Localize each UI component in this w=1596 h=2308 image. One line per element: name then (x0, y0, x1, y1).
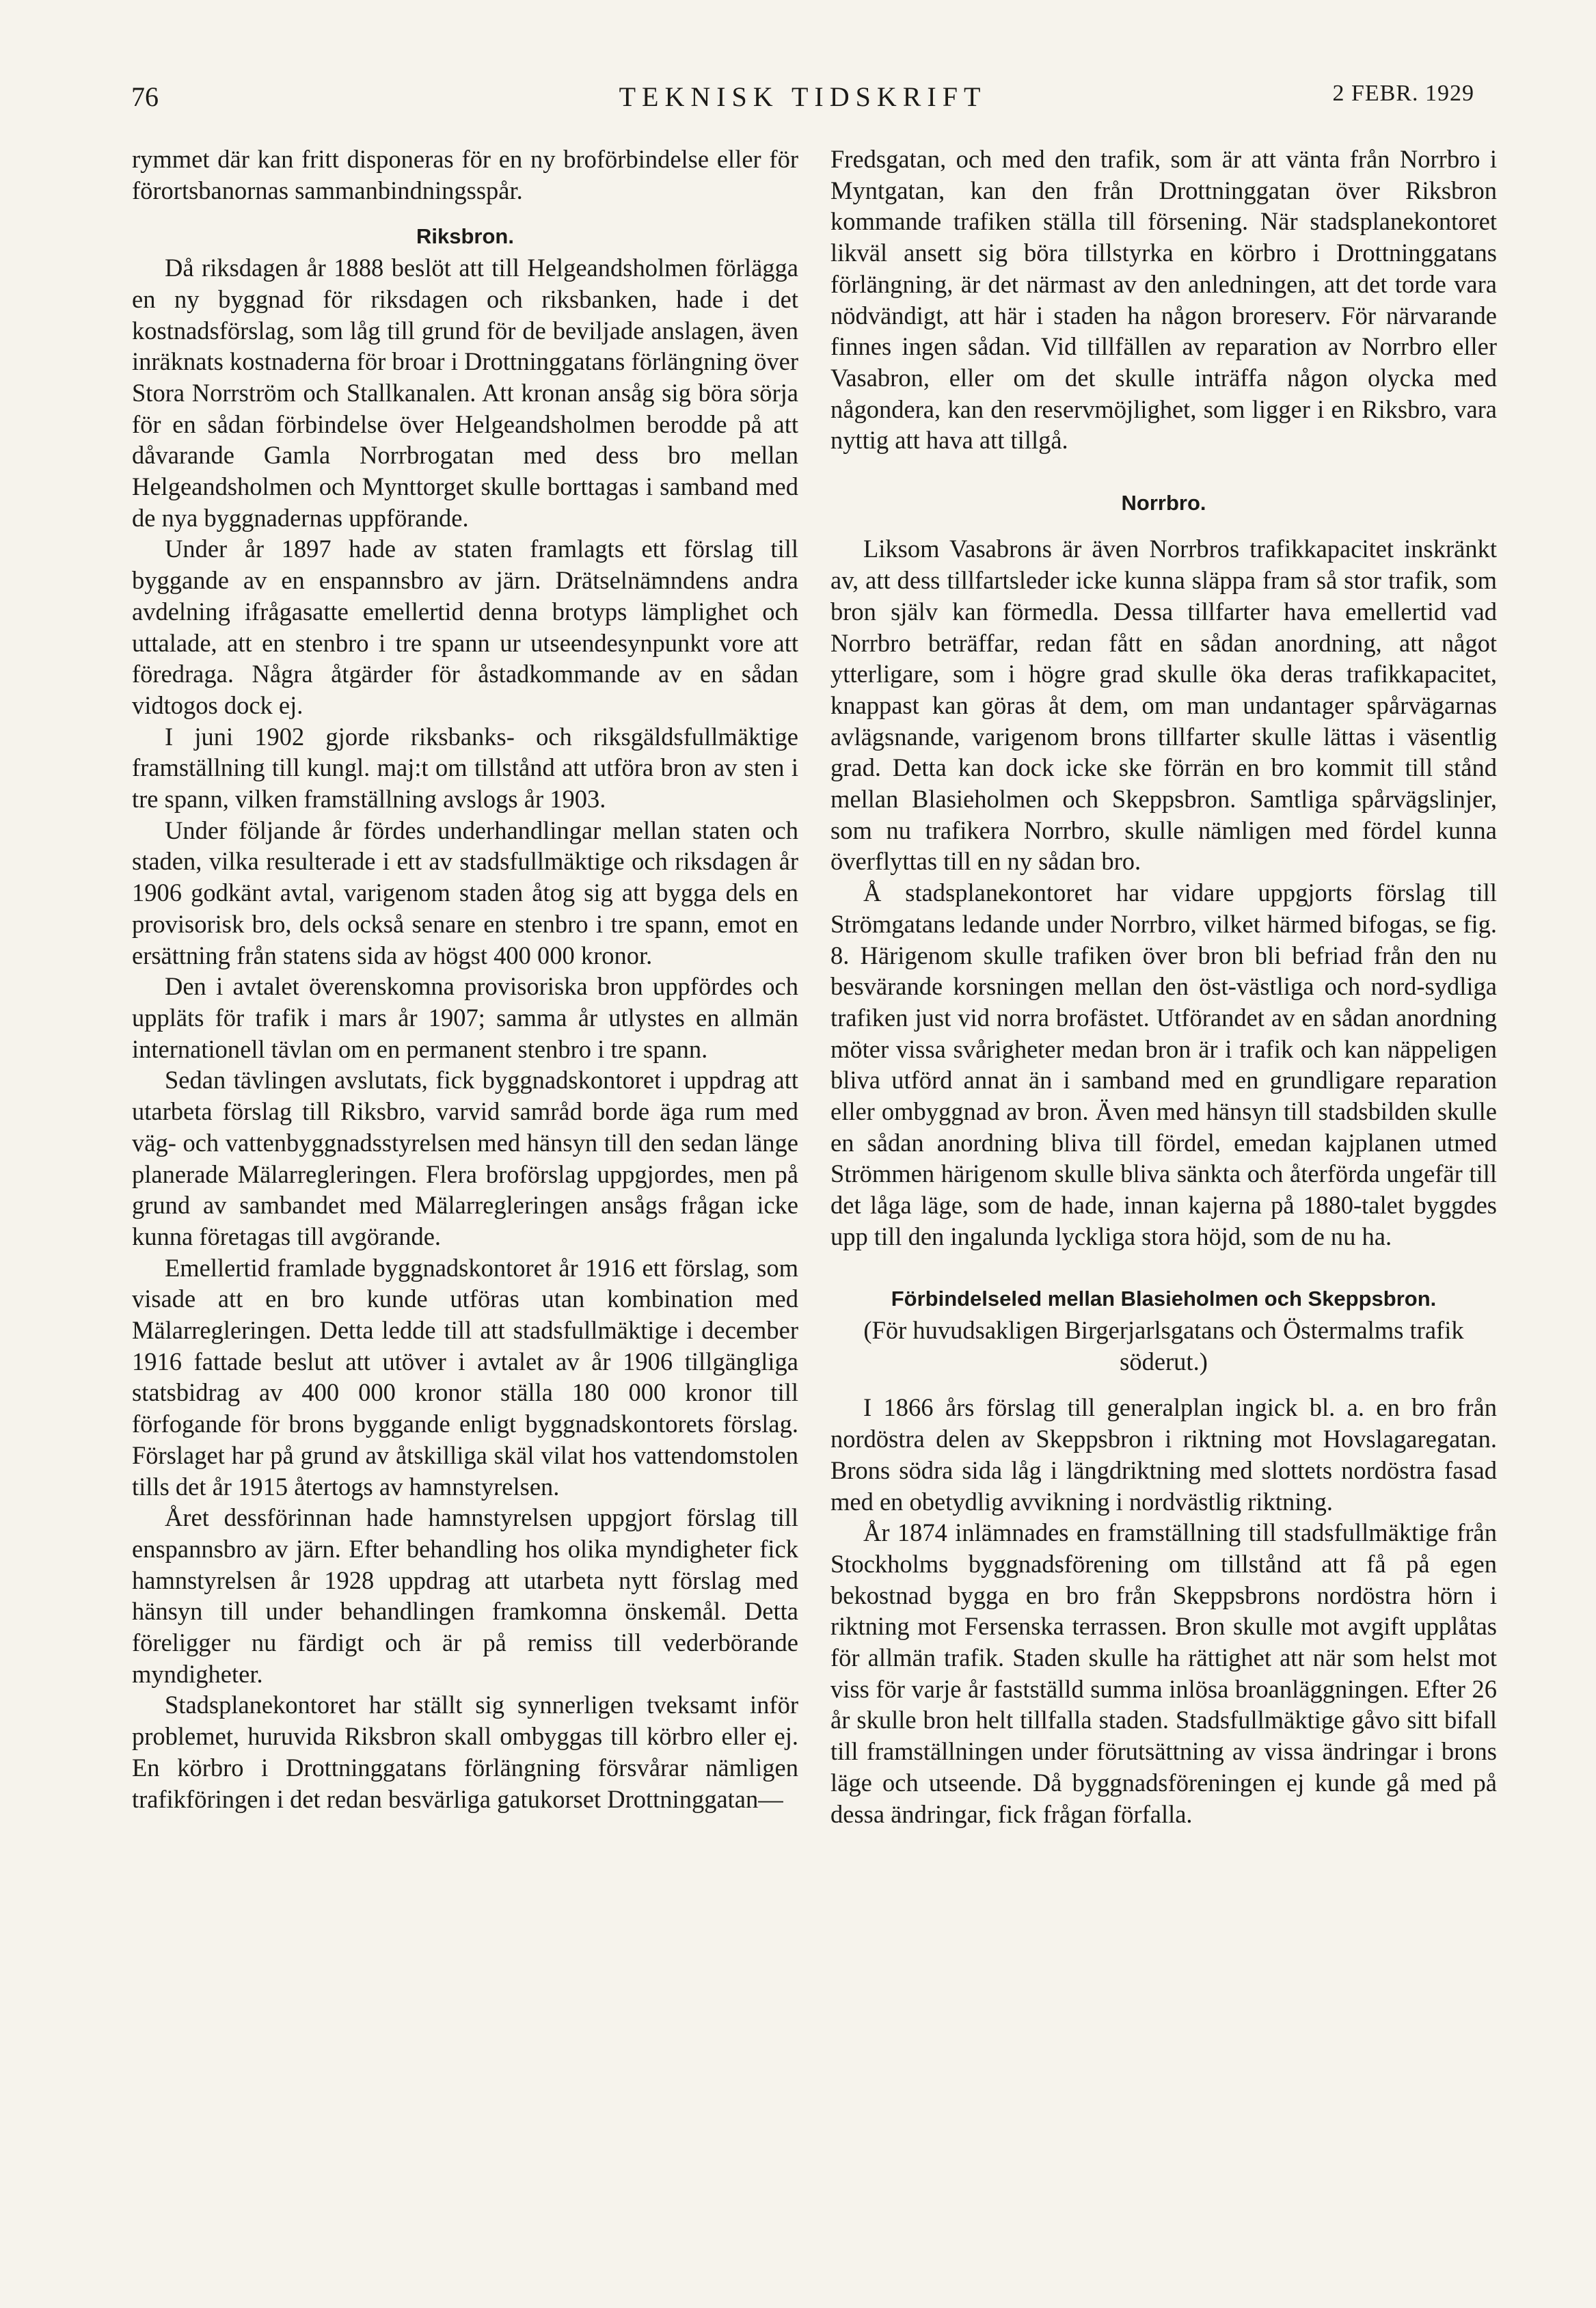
paragraph: Stadsplanekontoret har ställt sig synnerligen tveksamt inför problemet, huruvida Riksbron skall ombyggas till körbro eller ej. En körbro i Drottninggatans förlängning försvårar nämligen trafikföringen i det redan besvärliga gatukorset Drottninggatan— (132, 1691, 798, 1813)
left-column (132, 144, 798, 1814)
section-heading-forbindelseled: Förbindelseled mellan Blasieholmen och Skeppsbron. (891, 1287, 1437, 1311)
paragraph: I 1866 års förslag till generalplan ingick bl. a. en bro från nordöstra delen av Skeppsbron i riktning mot Hovslagaregatan. Brons södra sida låg i längdriktning med slottets nordöstra fasad med en obetydlig avvikning i nordvästlig riktning. (830, 1393, 1497, 1516)
section-heading-norrbro: Norrbro. (1121, 490, 1206, 515)
paragraph: Året dessförinnan hade hamnstyrelsen uppgjort förslag till enspannsbro av järn. Efter behandling hos olika myndigheter fick hamnstyrelsen år 1928 uppdrag att utarbeta nytt förslag med hänsyn till under behandlingen framkomna önskemål. Detta föreligger nu färdigt och är på remiss till vederbörande myndigheter. (132, 1503, 798, 1688)
section-subheading: (För huvudsakligen Birgerjarlsgatans och Östermalms trafik söderut.) (863, 1315, 1464, 1376)
paragraph: Sedan tävlingen avslutats, fick byggnadskontoret i uppdrag att utarbeta förslag till Riksbro, varvid samråd borde äga rum med väg- och vattenbyggnadsstyrelsen med hänsyn till den sedan länge planerade Mälarregleringen. Flera broförslag uppgjordes, men på grund av sambandet med Mälarregleringen ansågs frågan icke kunna företagas till avgörande. (132, 1066, 798, 1250)
paragraph: Å stadsplanekontoret har vidare uppgjorts förslag till Strömgatans ledande under Norrbro, vilket härmed bifogas, se fig. 8. Härigenom skulle trafiken över bron bli befriad från den nu besvärande korsningen mellan den öst-västliga och nord-sydliga trafiken just vid norra brofästet. Utförandet av en sådan anordning möter vissa svårigheter medan bron är i trafik och kan näppeligen bliva utförd annat än i samband med en grundligare reparation eller ombyggnad av bron. Även med hänsyn till stadsbilden skulle en sådan anordning bliva till fördel, emedan kajplanen utmed Strömmen härigenom skulle bliva sänkta och återförda ungefär till det låga läge, som de hade, innan kajerna på 1880-talet byggdes upp till den ingalunda lyckliga stora höjd, som de nu ha. (830, 878, 1497, 1250)
intro-paragraph: rymmet där kan fritt disponeras för en ny broförbindelse eller för förortsbanornas sammanbindningsspår. (132, 145, 798, 204)
continuation-paragraph: Fredsgatan, och med den trafik, som är att vänta från Norrbro i Myntgatan, kan den från Drottninggatan över Riksbron kommande trafiken ställa till försening. När stadsplanekontoret likväl ansett sig böra tillstyrka en körbro i Drottninggatans förlängning, är det närmast av den anledningen, att det torde vara nödvändigt, att här i staden ha någon broreserv. För närvarande finnes ingen sådan. Vid tillfällen av reparation av Norrbro eller Vasabron, eller om det skulle inträffa någon olycka med någondera, kan den reservmöjlighet, som ligger i en Riksbro, vara nyttig att hava att tillgå. (830, 145, 1497, 455)
paragraph: Under följande år fördes underhandlingar mellan staten och staden, vilka resulterade i ett av stadsfullmäktige och riksdagen år 1906 godkänt avtal, varigenom staden åtog sig att bygga dels en provisorisk bro, dels också senare en stenbro i tre spann, emot en ersättning från statens sida av högst 400 000 kronor. (132, 816, 798, 969)
journal-title: TEKNISK TIDSKRIFT (619, 81, 987, 112)
paragraph: Liksom Vasabrons är även Norrbros trafikkapacitet inskränkt av, att dess tillfartsleder icke kunna släppa fram så stor trafik, som bron själv kan förmedla. Dessa tillfarter hava emellertid vad Norrbro beträffar, redan fått en sådan anordning, att något ytterligare, som i högre grad skulle öka deras trafikkapacitet, knappast kan göras åt dem, om man undantager spårvägarnas avlägsnande, varigenom brons tillfarter skulle lättas i väsentlig grad. Detta kan dock icke ske förrän en bro kommit till stånd mellan Blasieholmen och Skeppsbron. Samtliga spårvägslinjer, som nu trafikera Norrbro, skulle nämligen med fördel kunna överflyttas till en ny sådan bro. (830, 535, 1497, 876)
paragraph: Under år 1897 hade av staten framlagts ett förslag till byggande av en enspannsbro av järn. Drätselnämndens andra avdelning ifrågasatte emellertid denna brotyps lämplighet och uttalade, att en stenbro i tre spann ur utseendesynpunkt vore att föredraga. Några åtgärder för åstadkommande av en sådan vidtogos dock ej. (132, 535, 798, 719)
paragraph: År 1874 inlämnades en framställning till stadsfullmäktige från Stockholms byggnadsförening om tillstånd att få på egen bekostnad bygga en bro från Skeppsbrons nordöstra hörn i riktning mot Fersenska terrassen. Bron skulle mot avgift upplåtas för allmän trafik. Staden skulle ha rättighet att när som helst mot viss för varje år fastställd summa inlösa broanläggningen. Efter 26 år skulle bron helt tillfalla staden. Stadsfullmäktige gåvo sitt bifall till framställningen under förutsättning av vissa ändringar i brons läge och utseende. Då byggnadsföreningen ej kunde gå med på dessa ändringar, fick frågan förfalla. (830, 1518, 1497, 1828)
page-header (131, 81, 1474, 122)
issue-date: 2 FEBR. 1929 (1332, 81, 1474, 106)
section-heading-riksbron: Riksbron. (416, 224, 514, 249)
page-number: 76 (131, 81, 159, 112)
right-column (830, 144, 1497, 1829)
paragraph: Den i avtalet överenskomna provisoriska bron uppfördes och uppläts för trafik i mars år 1907; samma år utlystes en allmän internationell tävlan om en permanent stenbro i tre spann. (132, 972, 798, 1063)
paragraph: Då riksdagen år 1888 beslöt att till Helgeandsholmen förlägga en ny byggnad för riksdagen och riksbanken, hade i det kostnadsförslag, som låg till grund för de beviljade anslagen, även inräknats kostnaderna för broar i Drottninggatans förlängning över Stora Norrström och Stallkanalen. Att kronan ansåg sig böra sörja för en sådan förbindelse över Helgeandsholmen berodde på att dåvarande Gamla Norrbrogatan med dess bro mellan Helgeandsholmen och Mynttorget skulle borttagas i samband med de nya byggnadernas uppförande. (132, 254, 798, 532)
paragraph: I juni 1902 gjorde riksbanks- och riksgäldsfullmäktige framställning till kungl. maj:t om tillstånd att utföra bron av sten i tre spann, vilken framställning avslogs år 1903. (132, 722, 798, 814)
paragraph: Emellertid framlade byggnadskontoret år 1916 ett förslag, som visade att en bro kunde utföras utan kombination med Mälarregleringen. Detta ledde till att stadsfullmäktige i december 1916 fattade beslut att utöver i avtalet av år 1906 tillgängliga statsbidrag av 400 000 kronor ställa 180 000 kronor till förfogande för brons byggande enligt byggnadskontorets förslag. Förslaget har på grund av åtskilliga skäl vilat hos vattendomstolen tills det år 1915 återtogs av hamnstyrelsen. (132, 1253, 798, 1501)
